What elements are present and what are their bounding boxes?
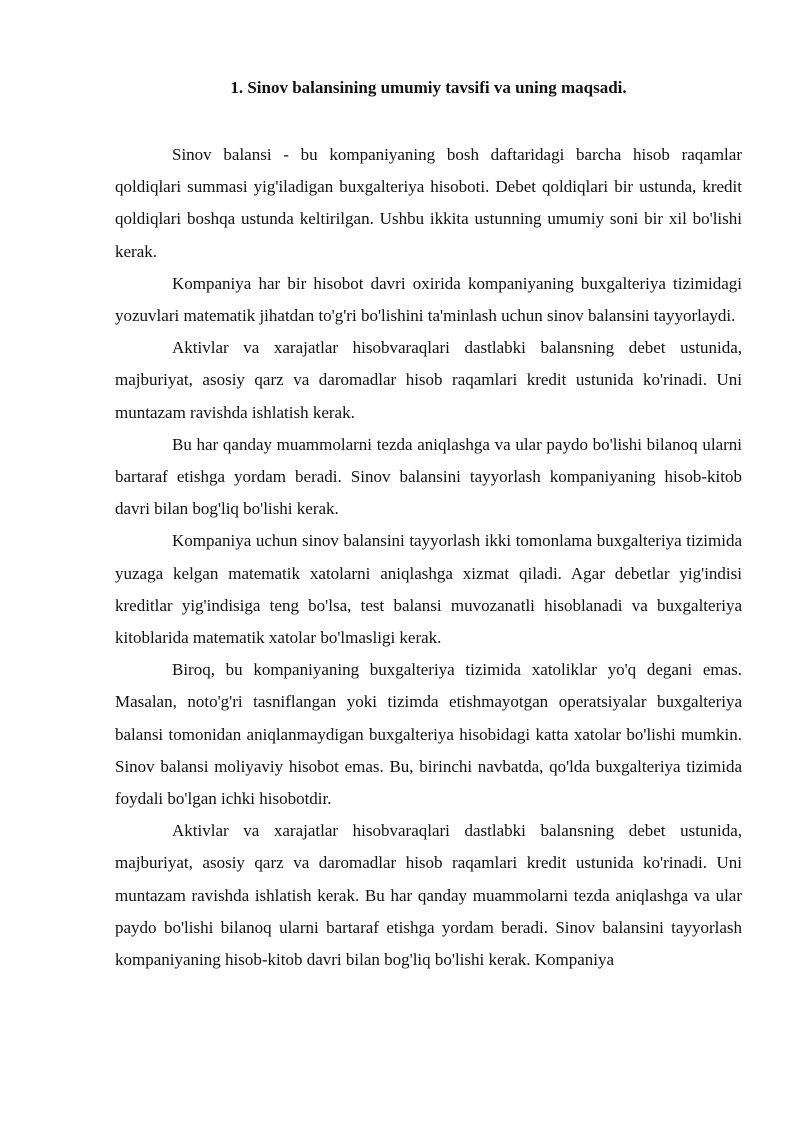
paragraph: Kompaniya har bir hisobot davri oxirida kompaniyaning buxgalteriya tizimidagi yozuvlari matematik jihatdan to'g'ri bo'lishini ta'minlash uchun sinov balansini tayyorlaydi.	[115, 273, 742, 326]
paragraph: Aktivlar va xarajatlar hisobvaraqlari dastlabki balansning debet ustunida, majburiyat, asosiy qarz va daromadlar hisob raqamlari kredit ustunida ko'rinadi. Uni muntazam ravishda ishlatish kerak.	[115, 338, 742, 422]
paragraph: Biroq, bu kompaniyaning buxgalteriya tizimida xatoliklar yo'q degani emas. Masalan, noto'g'ri tasniflangan yoki tizimda etishmayotgan operatsiyalar buxgalteriya balansi tomonidan aniqlanmaydigan buxgalteriya hisobidagi katta xatolar bo'lishi mumkin. Sinov balansi moliyaviy hisobot emas. Bu, birinchi navbatda, qo'lda buxgalteriya tizimida foydali bo'lgan ichki hisobotdir.	[115, 660, 742, 809]
paragraph: Aktivlar va xarajatlar hisobvaraqlari dastlabki balansning debet ustunida, majburiyat, asosiy qarz va daromadlar hisob raqamlari kredit ustunida ko'rinadi. Uni muntazam ravishda ishlatish kerak. Bu har qanday muammolarni tezda aniqlashga va ular paydo bo'lishi bilanoq ularni bartaraf etishga yordam beradi. Sinov balansini tayyorlash kompaniyaning hisob-kitob davri bilan bog'liq bo'lishi kerak. Kompaniya	[115, 821, 742, 970]
paragraph: Sinov balansi - bu kompaniyaning bosh daftaridagi barcha hisob raqamlar qoldiqlari summasi yig'iladigan buxgalteriya hisoboti. Debet qoldiqlari bir ustunda, kredit qoldiqlari boshqa ustunda keltirilgan. Ushbu ikkita ustunning umumiy soni bir xil bo'lishi kerak.	[115, 145, 742, 261]
document-body	[115, 139, 742, 976]
paragraph: Kompaniya uchun sinov balansini tayyorlash ikki tomonlama buxgalteriya tizimida yuzaga kelgan matematik xatolarni aniqlashga xizmat qiladi. Agar debetlar yig'indisi kreditlar yig'indisiga teng bo'lsa, test balansi muvozanatli hisoblanadi va buxgalteriya kitoblarida matematik xatolar bo'lmasligi kerak.	[115, 531, 742, 648]
document-title: 1. Sinov balansining umumiy tavsifi va uning maqsadi.	[230, 78, 627, 97]
paragraph: Bu har qanday muammolarni tezda aniqlashga va ular paydo bo'lishi bilanoq ularni bartaraf etishga yordam beradi. Sinov balansini tayyorlash kompaniyaning hisob-kitob davri bilan bog'liq bo'lishi kerak.	[115, 434, 742, 519]
